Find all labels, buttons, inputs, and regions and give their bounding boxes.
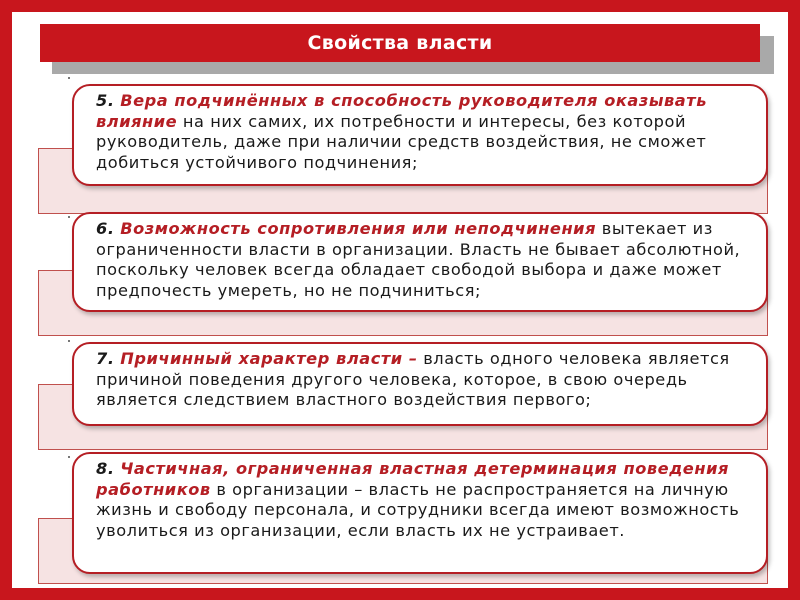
bullet-dot [68, 340, 70, 342]
item-card-8 [72, 452, 768, 574]
item-text: вытекает из ограниченности власти в организации. Власть не бывает абсолютной, поскольку человек всегда обладает свободой выбора и даже может предпочесть умереть, но не подчиниться; [96, 219, 741, 300]
item-highlight: Частичная, ограниченная властная детерминация поведения работников [96, 459, 729, 499]
item-number: 5. [96, 91, 115, 110]
bullet-dot [68, 456, 70, 458]
item-card-5 [72, 84, 768, 186]
bullet-dot [68, 216, 70, 218]
item-card-7 [72, 342, 768, 426]
slide-title [40, 24, 760, 62]
item-highlight: Возможность сопротивления или неподчинения [120, 219, 597, 238]
item-text: власть одного человека является причиной поведения другого человека, которое, в свою очередь является следствием властного воздействия первого; [96, 349, 730, 409]
bullet-dot [68, 77, 70, 79]
item-number: 8. [96, 459, 115, 478]
item-number: 6. [96, 219, 115, 238]
item-highlight: Вера подчинённых в способность руководителя оказывать влияние [96, 91, 707, 131]
item-number: 7. [96, 349, 115, 368]
item-text: в организации – власть не распространяется на личную жизнь и свободу персонала, и сотрудники всегда имеют возможность уволиться из организации, если власть их не устраивает. [96, 479, 740, 540]
item-highlight: Причинный характер власти – [120, 349, 418, 368]
item-card-6 [72, 212, 768, 312]
item-text: на них самих, их потребности и интересы, без которой руководитель, даже при наличии средств воздействия, не сможет добиться устойчивого подчинения; [96, 111, 707, 172]
slide-title-text: Свойства власти [307, 32, 493, 54]
